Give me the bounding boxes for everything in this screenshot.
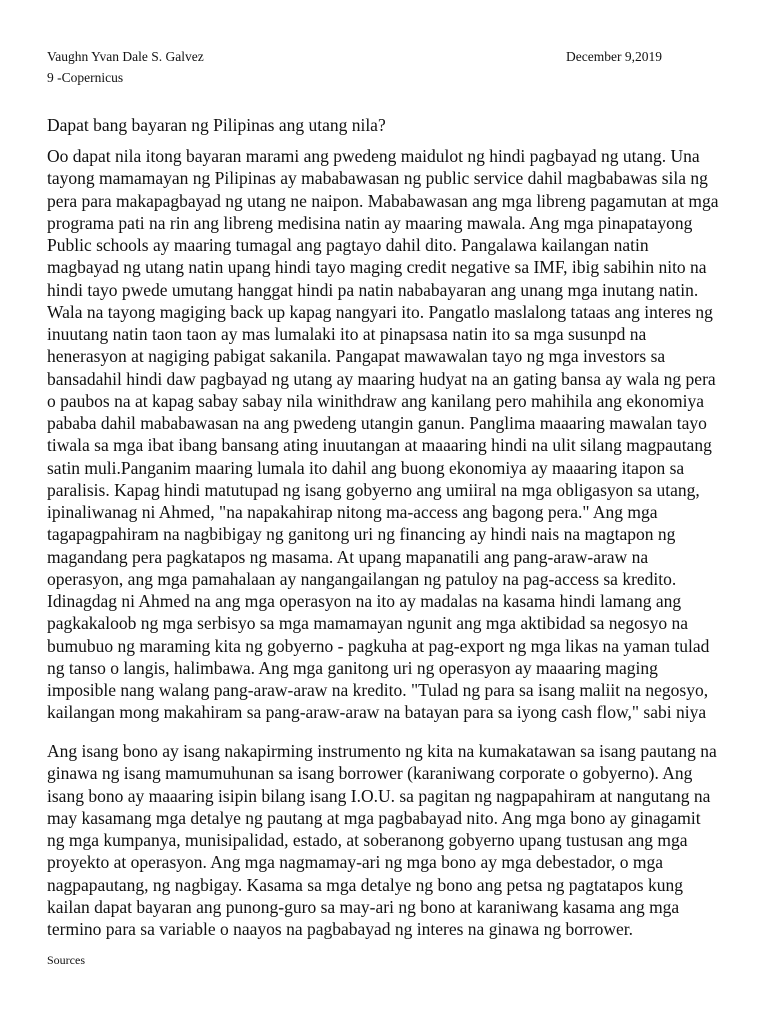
text-line: bansadahil hindi daw pagbayad ng utang ay maaring hudyat na an gating bansa ay wala ng pera: [47, 368, 716, 389]
text-line: ginawa ng isang mamumuhunan sa isang borrower (karaniwang corporate o gobyerno). Ang: [47, 763, 693, 784]
text-line: Public schools ay maaring tumagal ang pagtayo dahil dito. Pangalawa kailangan natin: [47, 235, 649, 255]
text-line: magbayad ng utang natin upang hindi tayo maging credit negative sa IMF, ibig sabihin nito na: [47, 257, 707, 278]
text-line: nagpapautang, ng nagbigay. Kasama sa mga detalye ng bono ang petsa ng pagtatapos kung: [47, 874, 683, 895]
text-line: Wala na tayong magiging back up kapag nangyari ito. Pangatlo maslalong tataas ang interes ng: [47, 301, 713, 322]
document-date: December 9,2019: [566, 49, 662, 64]
text-line: imposible nang walang pang-araw-araw na kredito. "Tulad ng para sa isang maliit na negosyo,: [47, 680, 709, 700]
text-line: proyekto at operasyon. Ang mga nagmamay-ari ng mga bono ay mga debestador, o mga: [47, 852, 664, 873]
header-author-block: [47, 46, 204, 88]
paragraph-1: [47, 145, 719, 724]
text-line: isang bono ay maaaring isipin bilang isang I.O.U. sa pagitan ng nagpapahiram at nangutang na: [47, 785, 711, 806]
text-line: tiwala sa mga ibat ibang bansang ating inuutangan at maaaring hindi na ulit silang magpautang: [47, 435, 712, 456]
text-line: termino para sa variable o naayos na pagbabayad ng interes na ginawa ng borrower.: [47, 919, 634, 939]
essay-question: Dapat bang bayaran ng Pilipinas ang utang nila?: [47, 115, 386, 135]
text-line: pagkakaloob ng mga serbisyo sa mga mamamayan ngunit ang mga aktibidad sa negosyo na: [47, 613, 689, 634]
text-line: tayong mamamayan ng Pilipinas ay mababawasan ng public service dahil magbabawas sila ng: [47, 168, 708, 189]
text-line: kailangan mong makahiram sa pang-araw-araw na batayan para sa iyong cash flow," sabi niya: [47, 702, 707, 723]
text-line: pera para makapagbayad ng utang ne naipon. Mababawasan ang mga libreng pagamutan at mga: [47, 190, 719, 211]
text-line: may kasamang mga detalye ng pautang at mga pagbabayad nito. Ang mga bono ay ginagamit: [47, 807, 701, 828]
text-line: kailan dapat bayaran ang punong-guro sa may-ari ng bono at karaniwang kasama ang mga: [47, 896, 680, 917]
text-line: Ang isang bono ay isang nakapirming instrumento ng kita na kumakatawan sa isang pautang na: [47, 741, 717, 761]
text-line: bumubuo ng maraming kita ng gobyerno - pagkuha at pag-export ng mga likas na yaman tulad: [47, 635, 710, 656]
class-section: 9 -Copernicus: [47, 70, 124, 85]
text-line: henerasyon at nagiging pabigat sakanila. Pangapat mawawalan tayo ng mga investors sa: [47, 346, 666, 367]
text-line: o paubos na at kapag sabay sabay nila winithdraw ang kanilang pero mahihila ang ekonomiya: [47, 390, 705, 411]
text-line: ipinaliwanag ni Ahmed, "na napakahirap nitong ma-access ang bagong pera." Ang mga: [47, 502, 658, 522]
text-line: paralisis. Kapag hindi matutupad ng isang gobyerno ang umiiral na mga obligasyon sa utang,: [47, 479, 700, 500]
paragraph-2: [47, 740, 717, 940]
sources-label: Sources: [47, 953, 85, 967]
text-line: satin muli.Panganim maaring lumala ito dahil ang buong ekonomiya ay maaaring itapon sa: [47, 457, 685, 478]
text-line: magandang pera pagkatapos ng masama. At upang mapanatili ang pang-araw-araw na: [47, 546, 649, 567]
text-line: ng mga kumpanya, munisipalidad, estado, at soberanong gobyerno upang tustusan ang mga: [47, 830, 688, 850]
text-line: inuutang natin taon taon ay mas lumalaki ito at pinapsasa natin ito sa mga susunpd na: [47, 324, 647, 344]
text-line: Idinagdag ni Ahmed na ang mga operasyon na ito ay madalas na kasama hindi lamang ang: [47, 591, 682, 611]
text-line: hindi tayo pwede umutang hanggat hindi pa natin nababayaran ang unang mga inutang natin.: [47, 279, 699, 300]
author-name: Vaughn Yvan Dale S. Galvez: [47, 49, 204, 64]
text-line: pababa dahil mababawasan na ang pwedeng utangin ganun. Panglima maaaring mawalan tayo: [47, 413, 707, 433]
text-line: tagapagpahiram na nagbibigay ng ganitong uri ng financing ay hindi nais na magtapon ng: [47, 524, 676, 545]
text-line: Oo dapat nila itong bayaran marami ang pwedeng maidulot ng hindi pagbayad ng utang. Una: [47, 146, 700, 166]
text-line: operasyon, ang mga pamahalaan ay nangangailangan ng patuloy na pag-access sa kredito.: [47, 568, 677, 589]
text-line: ng tanso o langis, halimbawa. Ang mga ganitong uri ng operasyon ay maaaring maging: [47, 657, 658, 678]
text-line: programa pati na rin ang libreng medisina natin ay maaring mawala. Ang mga pinapatayong: [47, 212, 693, 233]
